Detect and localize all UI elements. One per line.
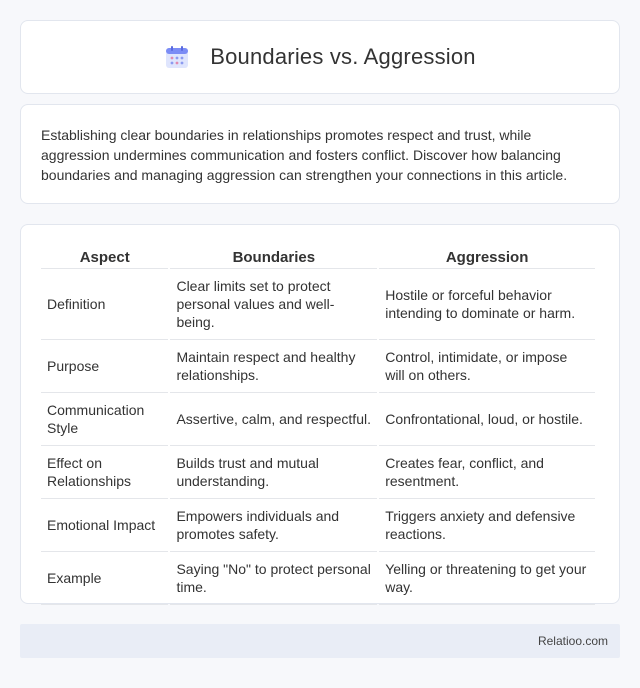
row-boundaries-cell: Empowers individuals and promotes safety.: [170, 499, 377, 552]
row-boundaries-cell: Maintain respect and healthy relationships.: [170, 340, 377, 393]
table-row: [41, 393, 595, 446]
row-aspect-cell: Emotional Impact: [41, 499, 168, 552]
row-boundaries-cell: Clear limits set to protect personal values and well-being.: [170, 269, 377, 340]
row-aggression-cell: Confrontational, loud, or hostile.: [379, 393, 595, 446]
row-aggression-cell: Creates fear, conflict, and resentment.: [379, 446, 595, 499]
row-aspect-cell: Example: [41, 552, 168, 605]
title-card: [20, 20, 620, 94]
table-row: [41, 446, 595, 499]
row-boundaries-cell: Saying "No" to protect personal time.: [170, 552, 377, 605]
row-aspect-cell: Purpose: [41, 340, 168, 393]
table-row: [41, 269, 595, 340]
row-aggression-cell: Triggers anxiety and defensive reactions.: [379, 499, 595, 552]
footer: [20, 624, 620, 658]
header-aspect: Aspect: [41, 241, 168, 269]
row-boundaries-cell: Assertive, calm, and respectful.: [170, 393, 377, 446]
comparison-table-card: [20, 224, 620, 604]
footer-brand: Relatioo.com: [537, 634, 608, 648]
header-boundaries: Boundaries: [170, 241, 377, 269]
table-row: [41, 499, 595, 552]
table-row: [41, 340, 595, 393]
table-header-row: [41, 241, 595, 269]
row-aspect-cell: Definition: [41, 269, 168, 340]
comparison-table: [39, 241, 597, 605]
row-aggression-cell: Yelling or threatening to get your way.: [379, 552, 595, 605]
row-boundaries-cell: Builds trust and mutual understanding.: [170, 446, 377, 499]
calendar-icon: [164, 44, 190, 70]
row-aggression-cell: Hostile or forceful behavior intending to dominate or harm.: [379, 269, 595, 340]
row-aspect-cell: Effect on Relationships: [41, 446, 168, 499]
row-aspect-cell: Communication Style: [41, 393, 168, 446]
header-aggression: Aggression: [379, 241, 595, 269]
page-title: Boundaries vs. Aggression: [210, 44, 476, 69]
intro-card: [20, 104, 620, 204]
table-row: [41, 552, 595, 605]
intro-paragraph: Establishing clear boundaries in relationships promotes respect and trust, while aggression undermines communication and fosters conflict. Discover how balancing boundaries and managing aggression can strengthen your connections in this article.: [41, 127, 568, 183]
row-aggression-cell: Control, intimidate, or impose will on others.: [379, 340, 595, 393]
